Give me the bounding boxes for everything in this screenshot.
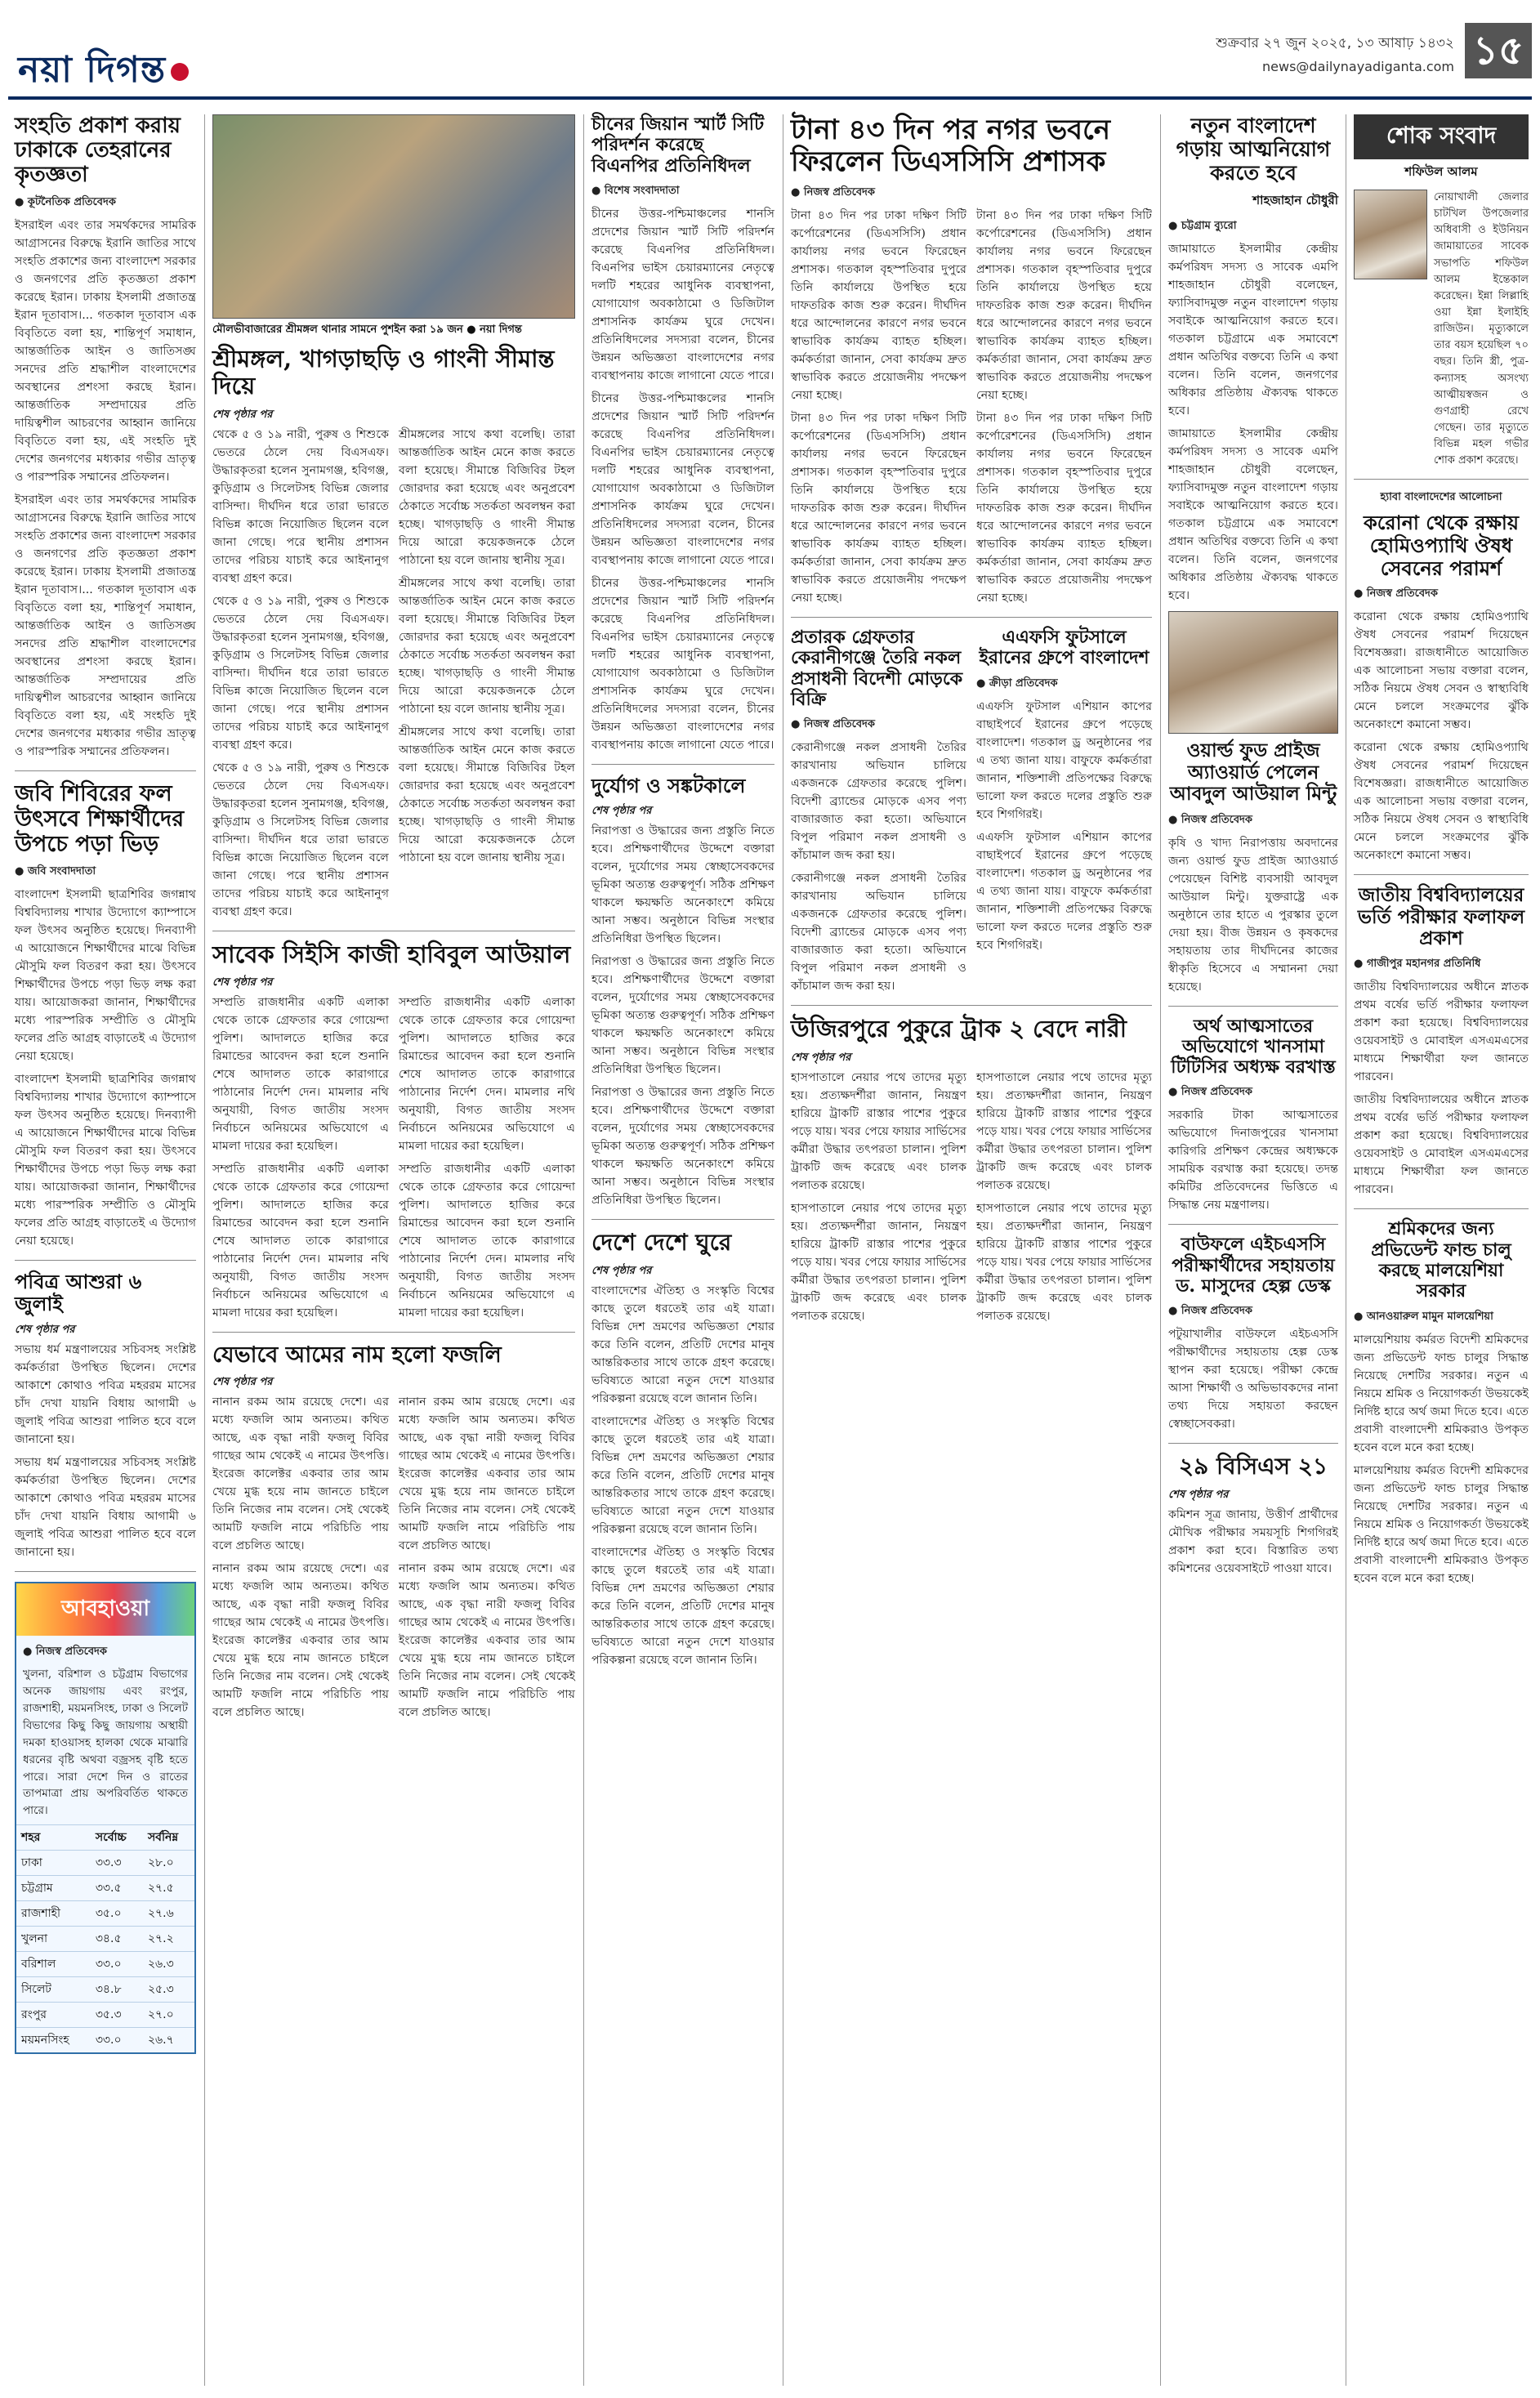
article-body: সম্প্রতি রাজধানীর একটি এলাকা থেকে তাকে গ্রেফতার করে গোয়েন্দা পুলিশ। আদালতে হাজির করে রিমান্ডের আবেদন করা হলে শুনানি শেষে আদালত তাকে কারাগারে পাঠানোর নির্দেশ দেন। মামলার নথি অনুযায়ী, বিগত জাতীয় সংসদ নির্বাচনে অনিয়মের অভিযোগে এ মামলা দায়ের করা হয়েছিল।: [399, 1163, 575, 1320]
article-body: জামায়াতে ইসলামীর কেন্দ্রীয় কর্মপরিষদ সদস্য ও সাবেক এমপি শাহজাহান চৌধুরী বলেছেন, ফ্যাসিবাদমুক্ত নতুন বাংলাদেশ গড়ায় সবাইকে আত্মনিয়োগ করতে হবে। গতকাল চট্টগ্রামে এক সমাবেশে প্রধান অতিথির বক্তব্যে তিনি এ কথা বলেন। তিনি বলেন, জনগণের অধিকার প্রতিষ্ঠায় ঐক্যবদ্ধ থাকতে হবে।: [1168, 243, 1338, 418]
divider: [1168, 1224, 1338, 1225]
continued-note: শেষ পৃষ্ঠার পর: [1168, 1488, 1229, 1501]
article-body: হাসপাতালে নেয়ার পথে তাদের মৃত্যু হয়। প্রত্যক্ষদর্শীরা জানান, নিয়ন্ত্রণ হারিয়ে ট্রাকটি রাস্তার পাশের পুকুরে পড়ে যায়। খবর পেয়ে ফায়ার সার্ভিসের কর্মীরা উদ্ধার তৎপরতা চালান। পুলিশ ট্রাকটি জব্দ করেছে এবং চালক পলাতক রয়েছে।: [976, 1070, 1152, 1192]
headline-china-smart-city: চীনের জিয়ান স্মার্ট সিটি পরিদর্শন করেছে বিএনপির প্রতিনিধিদল: [591, 114, 765, 176]
table-row: খুলনা ৩৪.৫ ২৭.২: [16, 1927, 194, 1952]
weather-forecast: খুলনা, বরিশাল ও চট্টগ্রাম বিভাগের অনেক জায়গায় এবং রংপুর, রাজশাহী, ময়মনসিংহ, ঢাকা ও সিলেট বিভাগের কিছু কিছু জায়গায় অস্থায়ী দমকা হাওয়াসহ হালকা থেকে মাঝারি ধরনের বৃষ্টি অথবা বজ্রসহ বৃষ্টি হতে পারে। সারা দেশে দিন ও রাতের তাপমাত্রা প্রায় অপরিবর্তিত থাকতে পারে।: [23, 1668, 188, 1818]
article-body: ইসরাইল এবং তার সমর্থকদের সামরিক আগ্রাসনের বিরুদ্ধে ইরানি জাতির সাথে সংহতি প্রকাশের জন্য বাংলাদেশ সরকার ও জনগণের প্রতি কৃতজ্ঞতা প্রকাশ করেছে ইরান। ঢাকায় ইসলামী প্রজাতন্ত্র ইরান দূতাবাস।... গতকাল দূতাবাস এক বিবৃতিতে বলা হয়, শান্তিপূর্ণ সমাধান, আন্তর্জাতিক আইন ও জাতিসঙ্ঘ সনদের প্রতি শ্রদ্ধাশীল বাংলাদেশের অবস্থানের প্রশংসা করছে ইরান। আন্তর্জাতিক সম্প্রদায়ের প্রতি দায়িত্বশীল আচরণের আহ্বান জানিয়ে বিবৃতিতে বলা হয়, এই সংহতি দুই দেশের জনগণের মধ্যকার গভীর ভ্রাতৃত্ব ও পারস্পরিক সম্মানের প্রতিফলন।: [15, 218, 196, 484]
column-2: [212, 114, 575, 1721]
headline-dscc-administrator: টানা ৪৩ দিন পর নগর ভবনে ফিরলেন ডিএসসিসি প্রশাসক: [791, 114, 1111, 179]
byline: ● কূটনৈতিক প্রতিবেদক: [15, 195, 116, 208]
article-body: এএফসি ফুটসাল এশিয়ান কাপের বাছাইপর্বে ইরানের গ্রুপে পড়েছে বাংলাদেশ। গতকাল ড্র অনুষ্ঠানের পর এ তথ্য জানা যায়। বাফুফে কর্মকর্তারা জানান, শক্তিশালী প্রতিপক্ষের বিরুদ্ধে ভালো ফল করতে দলের প্রস্তুতি শুরু হবে শিগগিরই।: [976, 830, 1152, 952]
two-column-body: [791, 1069, 1152, 1325]
table-row: চট্টগ্রাম ৩৩.৫ ২৭.৫: [16, 1876, 194, 1901]
byline: ● নিজস্ব প্রতিবেদক: [1354, 587, 1438, 601]
divider: [591, 764, 774, 765]
contact-email: news@dailynayadiganta.com: [1262, 59, 1454, 74]
byline: ● নিজস্ব প্রতিবেদক: [1168, 1086, 1252, 1099]
article-body: টানা ৪৩ দিন পর ঢাকা দক্ষিণ সিটি কর্পোরেশনের (ডিএসসিসি) প্রধান কার্যালয় নগর ভবনে ফিরেছেন প্রশাসক। গতকাল বৃহস্পতিবার দুপুরে তিনি কার্যালয়ে উপস্থিত হয়ে দাফতরিক কাজ শুরু করেন। দীর্ঘদিন ধরে আন্দোলনের কারণে নগর ভবনে স্বাভাবিক কার্যক্রম ব্যাহত হচ্ছিল। কর্মকর্তারা জানান, সেবা কার্যক্রম দ্রুত স্বাভাবিক করতে প্রয়োজনীয় পদক্ষেপ নেয়া হচ্ছে।: [976, 209, 1152, 403]
split-section: [791, 627, 1152, 995]
divider: [15, 1571, 196, 1572]
divider: [15, 770, 196, 771]
byline: ● চট্টগ্রাম ব্যুরো: [1168, 220, 1237, 233]
issue-date: শুক্রবার ২৭ জুন ২০২৫, ১৩ আষাঢ় ১৪৩২: [1216, 35, 1454, 51]
byline: ● নিজস্ব প্রতিবেদক: [791, 186, 875, 199]
article-body: থেকে ৫ ও ১৯ নারী, পুরুষ ও শিশুকে ভেতরে ঠেলে দেয় বিএসএফ। উদ্ধারকৃতরা হলেন সুনামগঞ্জ, হবিগঞ্জ, কুড়িগ্রাম ও সিলেটসহ বিভিন্ন জেলার বাসিন্দা। দীর্ঘদিন ধরে তারা ভারতে বিভিন্ন কাজে নিয়োজিত ছিলেন বলে জানা গেছে। পরে স্থানীয় প্রশাসন তাদের পরিচয় যাচাই করে আইনানুগ ব্যবস্থা গ্রহণ করে।: [212, 594, 389, 752]
column-1: [15, 114, 196, 2054]
table-row: সিলেট ৩৪.৮ ২৫.৩: [16, 1977, 194, 2003]
article-body: থেকে ৫ ও ১৯ নারী, পুরুষ ও শিশুকে ভেতরে ঠেলে দেয় বিএসএফ। উদ্ধারকৃতরা হলেন সুনামগঞ্জ, হবিগঞ্জ, কুড়িগ্রাম ও সিলেটসহ বিভিন্ন জেলার বাসিন্দা। দীর্ঘদিন ধরে তারা ভারতে বিভিন্ন কাজে নিয়োজিত ছিলেন বলে জানা গেছে। পরে স্থানীয় প্রশাসন তাদের পরিচয় যাচাই করে আইনানুগ ব্যবস্থা গ্রহণ করে।: [212, 761, 389, 918]
header-rule: [8, 96, 1532, 100]
article-body: চীনের উত্তর-পশ্চিমাঞ্চলের শানসি প্রদেশের জিয়ান স্মার্ট সিটি পরিদর্শন করেছে বিএনপির প্রতিনিধিদল। বিএনপির ভাইস চেয়ারম্যানের নেতৃত্বে দলটি শহরের আধুনিক ব্যবস্থাপনা, যোগাযোগ অবকাঠামো ও ডিজিটাল প্রশাসনিক কার্যক্রম ঘুরে দেখেন। প্রতিনিধিদলের সদস্যরা বলেন, চীনের উন্নয়ন অভিজ্ঞতা বাংলাদেশের নগর ব্যবস্থাপনায় কাজে লাগানো যেতে পারে।: [591, 391, 774, 567]
article-body: সম্প্রতি রাজধানীর একটি এলাকা থেকে তাকে গ্রেফতার করে গোয়েন্দা পুলিশ। আদালতে হাজির করে রিমান্ডের আবেদন করা হলে শুনানি শেষে আদালত তাকে কারাগারে পাঠানোর নির্দেশ দেন। মামলার নথি অনুযায়ী, বিগত জাতীয় সংসদ নির্বাচনে অনিয়মের অভিযোগে এ মামলা দায়ের করা হয়েছিল।: [212, 996, 389, 1154]
table-row: ময়মনসিংহ ৩৩.০ ২৬.৭: [16, 2028, 194, 2053]
headline-border-pushin: শ্রীমঙ্গল, খাগড়াছড়ি ও গাংনী সীমান্ত দিয়ে: [212, 345, 555, 400]
article-body: টানা ৪৩ দিন পর ঢাকা দক্ষিণ সিটি কর্পোরেশনের (ডিএসসিসি) প্রধান কার্যালয় নগর ভবনে ফিরেছেন প্রশাসক। গতকাল বৃহস্পতিবার দুপুরে তিনি কার্যালয়ে উপস্থিত হয়ে দাফতরিক কাজ শুরু করেন। দীর্ঘদিন ধরে আন্দোলনের কারণে নগর ভবনে স্বাভাবিক কার্যক্রম ব্যাহত হচ্ছিল। কর্মকর্তারা জানান, সেবা কার্যক্রম দ্রুত স্বাভাবিক করতে প্রয়োজনীয় পদক্ষেপ নেয়া হচ্ছে।: [791, 412, 966, 605]
continued-note: শেষ পৃষ্ঠার পর: [791, 1051, 851, 1064]
article-body: করোনা থেকে রক্ষায় হোমিওপ্যাথি ঔষধ সেবনের পরামর্শ দিয়েছেন বিশেষজ্ঞরা। রাজধানীতে আয়োজিত এক আলোচনা সভায় বক্তারা বলেন, সঠিক নিয়মে ঔষধ সেবন ও স্বাস্থ্যবিধি মেনে চললে সংক্রমণের ঝুঁকি অনেকাংশে কমানো সম্ভব।: [1354, 610, 1529, 732]
article-body: চীনের উত্তর-পশ্চিমাঞ্চলের শানসি প্রদেশের জিয়ান স্মার্ট সিটি পরিদর্শন করেছে বিএনপির প্রতিনিধিদল। বিএনপির ভাইস চেয়ারম্যানের নেতৃত্বে দলটি শহরের আধুনিক ব্যবস্থাপনা, যোগাযোগ অবকাঠামো ও ডিজিটাল প্রশাসনিক কার্যক্রম ঘুরে দেখেন। প্রতিনিধিদলের সদস্যরা বলেন, চীনের উন্নয়ন অভিজ্ঞতা বাংলাদেশের নগর ব্যবস্থাপনায় কাজে লাগানো যেতে পারে।: [591, 207, 774, 382]
article-body: সভায় ধর্ম মন্ত্রণালয়ের সচিবসহ সংশ্লিষ্ট কর্মকর্তারা উপস্থিত ছিলেন। দেশের আকাশে কোথাও পবিত্র মহররম মাসের চাঁদ দেখা যায়নি বিধায় আগামী ৬ জুলাই পবিত্র আশুরা পালিত হবে বলে জানানো হয়।: [15, 1456, 196, 1559]
continued-note: শেষ পৃষ্ঠার পর: [212, 976, 273, 989]
headline-fruit-festival: জবি শিবিরের ফল উৎসবে শিক্ষার্থীদের উপচে পড়া ভিড়: [15, 780, 185, 857]
headline-malaysia-provident-fund: শ্রমিকদের জন্য প্রভিডেন্ট ফান্ড চালু করছে মালয়েশিয়া সরকার: [1371, 1218, 1511, 1302]
article-body: জাতীয় বিশ্ববিদ্যালয়ের অধীনে স্নাতক প্রথম বর্ষের ভর্তি পরীক্ষার ফলাফল প্রকাশ করা হয়েছে। বিশ্ববিদ্যালয়ের ওয়েবসাইট ও মোবাইল এসএমএসের মাধ্যমে শিক্ষার্থীরা ফল জানতে পারবেন।: [1354, 980, 1529, 1084]
divider: [1354, 1208, 1529, 1209]
table-header: শহর: [16, 1825, 91, 1851]
headline-afc-futsal: এএফসি ফুটসালে ইরানের গ্রুপে বাংলাদেশ: [979, 627, 1149, 669]
article-body: শ্রীমঙ্গলের সাথে কথা বলেছি। তারা আন্তর্জাতিক আইন মেনে কাজ করতে বলা হয়েছে। সীমান্তে বিজিবির টহল জোরদার করা হয়েছে এবং অনুপ্রবেশ ঠেকাতে সর্বোচ্চ সতর্কতা অবলম্বন করা হচ্ছে। খাগড়াছড়ি ও গাংনী সীমান্ত দিয়ে আরো কয়েকজনকে ঠেলে পাঠানো হয় বলে জানায় স্থানীয় সূত্র।: [399, 427, 575, 567]
two-column-body: [212, 426, 575, 921]
article-body: সম্প্রতি রাজধানীর একটি এলাকা থেকে তাকে গ্রেফতার করে গোয়েন্দা পুলিশ। আদালতে হাজির করে রিমান্ডের আবেদন করা হলে শুনানি শেষে আদালত তাকে কারাগারে পাঠানোর নির্দেশ দেন। মামলার নথি অনুযায়ী, বিগত জাতীয় সংসদ নির্বাচনে অনিয়মের অভিযোগে এ মামলা দায়ের করা হয়েছিল।: [399, 996, 575, 1154]
obituary-body: নোয়াখালী জেলার চাটখিল উপজেলার অধিবাসী ও ইউনিয়ন জামায়াতের সাবেক সভাপতি শফিউল আলম ইন্তেকাল করেছেন। ইন্না লিল্লাহি ওয়া ইন্না ইলাইহি রাজিউন। মৃত্যুকালে তার বয়স হয়েছিল ৭০ বছর। তিনি স্ত্রী, পুত্র-কন্যাসহ অসংখ্য আত্মীয়স্বজন ও গুণগ্রাহী রেখে গেছেন। তার মৃত্যুতে বিভিন্ন মহল গভীর শোক প্রকাশ করেছে।: [1434, 191, 1529, 467]
speaker-name: শাহজাহান চৌধুরী: [1252, 193, 1338, 208]
table-row: ঢাকা ৩৩.৩ ২৮.০: [16, 1851, 194, 1876]
obituary-portrait: [1354, 190, 1427, 279]
article-body: টানা ৪৩ দিন পর ঢাকা দক্ষিণ সিটি কর্পোরেশনের (ডিএসসিসি) প্রধান কার্যালয় নগর ভবনে ফিরেছেন প্রশাসক। গতকাল বৃহস্পতিবার দুপুরে তিনি কার্যালয়ে উপস্থিত হয়ে দাফতরিক কাজ শুরু করেন। দীর্ঘদিন ধরে আন্দোলনের কারণে নগর ভবনে স্বাভাবিক কার্যক্রম ব্যাহত হচ্ছিল। কর্মকর্তারা জানান, সেবা কার্যক্রম দ্রুত স্বাভাবিক করতে প্রয়োজনীয় পদক্ষেপ নেয়া হচ্ছে।: [976, 412, 1152, 605]
article-body: ইসরাইল এবং তার সমর্থকদের সামরিক আগ্রাসনের বিরুদ্ধে ইরানি জাতির সাথে সংহতি প্রকাশের জন্য বাংলাদেশ সরকার ও জনগণের প্রতি কৃতজ্ঞতা প্রকাশ করেছে ইরান। ঢাকায় ইসলামী প্রজাতন্ত্র ইরান দূতাবাস।... গতকাল দূতাবাস এক বিবৃতিতে বলা হয়, শান্তিপূর্ণ সমাধান, আন্তর্জাতিক আইন ও জাতিসঙ্ঘ সনদের প্রতি শ্রদ্ধাশীল বাংলাদেশের অবস্থানের প্রশংসা করছে ইরান। আন্তর্জাতিক সম্প্রদায়ের প্রতি দায়িত্বশীল আচরণের আহ্বান জানিয়ে বিবৃতিতে বলা হয়, এই সংহতি দুই দেশের জনগণের মধ্যকার গভীর ভ্রাতৃত্ব ও পারস্পরিক সম্মানের প্রতিফলন।: [15, 493, 196, 758]
byline: ● নিজস্ব প্রতিবেদক: [1168, 813, 1252, 826]
divider: [1168, 1006, 1338, 1007]
byline: ● নিজস্ব প্রতিবেদক: [791, 718, 875, 731]
article-body: সম্প্রতি রাজধানীর একটি এলাকা থেকে তাকে গ্রেফতার করে গোয়েন্দা পুলিশ। আদালতে হাজির করে রিমান্ডের আবেদন করা হলে শুনানি শেষে আদালত তাকে কারাগারে পাঠানোর নির্দেশ দেন। মামলার নথি অনুযায়ী, বিগত জাতীয় সংসদ নির্বাচনে অনিয়মের অভিযোগে এ মামলা দায়ের করা হয়েছিল।: [212, 1163, 389, 1320]
byline: ● জবি সংবাদদাতা: [15, 864, 96, 877]
article-body: বাংলাদেশের ঐতিহ্য ও সংস্কৃতি বিশ্বের কাছে তুলে ধরতেই তার এই যাত্রা। বিভিন্ন দেশ ভ্রমণের অভিজ্ঞতা শেয়ার করে তিনি বলেন, প্রতিটি দেশের মানুষ আন্তরিকতার সাথে তাকে গ্রহণ করেছে। ভবিষ্যতে আরো নতুন দেশে যাওয়ার পরিকল্পনা রয়েছে বলে জানান তিনি।: [591, 1545, 774, 1667]
article-body: নানান রকম আম রয়েছে দেশে। এর মধ্যে ফজলি আম অন্যতম। কথিত আছে, এক বৃদ্ধা নারী ফজলু বিবির গাছের আম থেকেই এ নামের উৎপত্তি। ইংরেজ কালেক্টর একবার তার আম খেয়ে মুগ্ধ হয়ে নাম জানতে চাইলে তিনি নিজের নাম বলেন। সেই থেকেই আমটি ফজলি নামে পরিচিতি পায় বলে প্রচলিত আছে।: [212, 1395, 389, 1553]
two-column-body: [791, 207, 1152, 607]
headline-disaster-crisis: দুর্যোগ ও সঙ্কটকালে: [591, 773, 746, 797]
article-body: নিরাপত্তা ও উদ্ধারের জন্য প্রস্তুতি নিতে হবে। প্রশিক্ষণার্থীদের উদ্দেশে বক্তারা বলেন, দুর্যোগের সময় স্বেচ্ছাসেবকদের ভূমিকা অত্যন্ত গুরুত্বপূর্ণ। সঠিক প্রশিক্ষণ থাকলে ক্ষয়ক্ষতি অনেকাংশে কমিয়ে আনা সম্ভব। অনুষ্ঠানে বিভিন্ন সংস্থার প্রতিনিধিরা উপস্থিত ছিলেন।: [591, 824, 774, 946]
column-6: [1354, 114, 1529, 1588]
continued-note: শেষ পৃষ্ঠার পর: [212, 408, 273, 421]
headline-tehran-gratitude: সংহতি প্রকাশ করায় ঢাকাকে তেহরানের কৃতজ্ঞতা: [15, 114, 181, 187]
headline-new-bangladesh: নতুন বাংলাদেশ গড়ায় আত্মনিয়োগ করতে হবে: [1176, 114, 1331, 185]
newspaper-logo: নয়া দিগন্ত: [18, 42, 189, 102]
table-row: রাজশাহী ৩৫.০ ২৭.৬: [16, 1901, 194, 1927]
headline-khansama-ttc: অর্থ আত্মসাতের অভিযোগে খানসামা টিটিসির অধ্যক্ষ বরখাস্ত: [1171, 1015, 1336, 1078]
masthead: [0, 0, 1540, 98]
page-number: ১৫: [1465, 23, 1532, 78]
article-body: নানান রকম আম রয়েছে দেশে। এর মধ্যে ফজলি আম অন্যতম। কথিত আছে, এক বৃদ্ধা নারী ফজলু বিবির গাছের আম থেকেই এ নামের উৎপত্তি। ইংরেজ কালেক্টর একবার তার আম খেয়ে মুগ্ধ হয়ে নাম জানতে চাইলে তিনি নিজের নাম বলেন। সেই থেকেই আমটি ফজলি নামে পরিচিতি পায় বলে প্রচলিত আছে।: [399, 1395, 575, 1553]
news-photo: [212, 114, 575, 319]
byline: ● নিজস্ব প্রতিবেদক: [23, 1646, 107, 1658]
table-row: রংপুর ৩৫.৩ ২৭.০: [16, 2003, 194, 2028]
weather-title: আবহাওয়া: [16, 1583, 194, 1636]
divider: [1354, 874, 1529, 875]
weather-box: [15, 1582, 196, 2054]
byline: ● গাজীপুর মহানগর প্রতিনিধি: [1354, 958, 1481, 971]
article-body: মালয়েশিয়ায় কর্মরত বিদেশী শ্রমিকদের জন্য প্রভিডেন্ট ফান্ড চালুর সিদ্ধান্ত নিয়েছে দেশটির সরকার। নতুন এ নিয়মে শ্রমিক ও নিয়োগকর্তা উভয়কেই নির্দিষ্ট হারে অর্থ জমা দিতে হবে। এতে প্রবাসী বাংলাদেশী শ্রমিকরাও উপকৃত হবেন বলে মনে করা হচ্ছে।: [1354, 1333, 1529, 1454]
kicker: হ্যাবা বাংলাদেশের আলোচনা: [1380, 491, 1502, 504]
article-body: হাসপাতালে নেয়ার পথে তাদের মৃত্যু হয়। প্রত্যক্ষদর্শীরা জানান, নিয়ন্ত্রণ হারিয়ে ট্রাকটি রাস্তার পাশের পুকুরে পড়ে যায়। খবর পেয়ে ফায়ার সার্ভিসের কর্মীরা উদ্ধার তৎপরতা চালান। পুলিশ ট্রাকটি জব্দ করেছে এবং চালক পলাতক রয়েছে।: [791, 1201, 966, 1323]
column-divider: [1160, 114, 1161, 2386]
headline-fazli-mango: যেভাবে আমের নাম হলো ফজলি: [212, 1342, 502, 1369]
article-body: শ্রীমঙ্গলের সাথে কথা বলেছি। তারা আন্তর্জাতিক আইন মেনে কাজ করতে বলা হয়েছে। সীমান্তে বিজিবির টহল জোরদার করা হয়েছে এবং অনুপ্রবেশ ঠেকাতে সর্বোচ্চ সতর্কতা অবলম্বন করা হচ্ছে। খাগড়াছড়ি ও গাংনী সীমান্ত দিয়ে আরো কয়েকজনকে ঠেলে পাঠানো হয় বলে জানায় স্থানীয় সূত্র।: [399, 725, 575, 864]
byline: ● নিজস্ব প্রতিবেদক: [1168, 1305, 1252, 1318]
byline: ● আনওয়ারুল মামুন মালয়েশিয়া: [1354, 1310, 1493, 1323]
column-divider: [583, 114, 584, 2386]
article-body: বাংলাদেশ ইসলামী ছাত্রশিবির জগন্নাথ বিশ্ববিদ্যালয় শাখার উদ্যোগে ক্যাম্পাসে ফল উৎসব অনুষ্ঠিত হয়েছে। দিনব্যাপী এ আয়োজনে শিক্ষার্থীদের মাঝে বিভিন্ন মৌসুমি ফল বিতরণ করা হয়। উৎসবে শিক্ষার্থীদের উপচে পড়া ভিড় লক্ষ করা যায়। আয়োজকরা জানান, শিক্ষার্থীদের মধ্যে পারস্পরিক সম্প্রীতি ও মৌসুমি ফলের প্রতি আগ্রহ বাড়াতেই এ উদ্যোগ নেয়া হয়েছে।: [15, 887, 196, 1063]
headline-29-bcs: ২৯ বিসিএস ২১: [1178, 1453, 1328, 1480]
article-body: কৃষি ও খাদ্য নিরাপত্তায় অবদানের জন্য ওয়ার্ল্ড ফুড প্রাইজ অ্যাওয়ার্ড পেয়েছেন বিশিষ্ট ব্যবসায়ী আবদুল আউয়াল মিন্টু। যুক্তরাষ্ট্রে এক অনুষ্ঠানে তার হাতে এ পুরস্কার তুলে দেয়া হয়। বীজ উন্নয়ন ও কৃষকদের সহায়তায় তার দীর্ঘদিনের কাজের স্বীকৃতি হিসেবে এ সম্মাননা দেয়া হয়েছে।: [1168, 836, 1338, 994]
continued-note: শেষ পৃষ্ঠার পর: [591, 805, 652, 818]
divider: [212, 1332, 575, 1333]
two-column-body: [212, 1393, 575, 1721]
divider: [1168, 1443, 1338, 1444]
photo-caption: মৌলভীবাজারের শ্রীমঙ্গল থানার সামনে পুশইন করা ১৯ জন ● নয়া দিগন্ত: [212, 324, 522, 336]
article-body: মালয়েশিয়ায় কর্মরত বিদেশী শ্রমিকদের জন্য প্রভিডেন্ট ফান্ড চালুর সিদ্ধান্ত নিয়েছে দেশটির সরকার। নতুন এ নিয়মে শ্রমিক ও নিয়োগকর্তা উভয়কেই নির্দিষ্ট হারে অর্থ জমা দিতে হবে। এতে প্রবাসী বাংলাদেশী শ্রমিকরাও উপকৃত হবেন বলে মনে করা হচ্ছে।: [1354, 1463, 1529, 1585]
continued-note: শেষ পৃষ্ঠার পর: [591, 1264, 652, 1277]
headline-ashura: পবিত্র আশুরা ৬ জুলাই: [15, 1269, 142, 1316]
article-body: সরকারি টাকা আত্মসাতের অভিযোগে দিনাজপুরের খানসামা কারিগরি প্রশিক্ষণ কেন্দ্রের অধ্যক্ষকে সাময়িক বরখাস্ত করা হয়েছে। তদন্ত কমিটির প্রতিবেদনের ভিত্তিতে এ সিদ্ধান্ত নেয় মন্ত্রণালয়।: [1168, 1109, 1338, 1212]
two-column-body: [212, 994, 575, 1322]
article-body: বাংলাদেশ ইসলামী ছাত্রশিবির জগন্নাথ বিশ্ববিদ্যালয় শাখার উদ্যোগে ক্যাম্পাসে ফল উৎসব অনুষ্ঠিত হয়েছে। দিনব্যাপী এ আয়োজনে শিক্ষার্থীদের মাঝে বিভিন্ন মৌসুমি ফল বিতরণ করা হয়। উৎসবে শিক্ষার্থীদের উপচে পড়া ভিড় লক্ষ করা যায়। আয়োজকরা জানান, শিক্ষার্থীদের মধ্যে পারস্পরিক সম্প্রীতি ও মৌসুমি ফলের প্রতি আগ্রহ বাড়াতেই এ উদ্যোগ নেয়া হয়েছে।: [15, 1072, 196, 1248]
byline: ● বিশেষ সংবাদদাতা: [591, 184, 680, 197]
article-body: টানা ৪৩ দিন পর ঢাকা দক্ষিণ সিটি কর্পোরেশনের (ডিএসসিসি) প্রধান কার্যালয় নগর ভবনে ফিরেছেন প্রশাসক। গতকাল বৃহস্পতিবার দুপুরে তিনি কার্যালয়ে উপস্থিত হয়ে দাফতরিক কাজ শুরু করেন। দীর্ঘদিন ধরে আন্দোলনের কারণে নগর ভবনে স্বাভাবিক কার্যক্রম ব্যাহত হচ্ছিল। কর্মকর্তারা জানান, সেবা কার্যক্রম দ্রুত স্বাভাবিক করতে প্রয়োজনীয় পদক্ষেপ নেয়া হচ্ছে।: [791, 209, 966, 403]
column-divider: [204, 114, 205, 2386]
column-5: [1168, 114, 1338, 1578]
obituary-name: শফিউল আলম: [1404, 164, 1478, 179]
article-body: জাতীয় বিশ্ববিদ্যালয়ের অধীনে স্নাতক প্রথম বর্ষের ভর্তি পরীক্ষার ফলাফল প্রকাশ করা হয়েছে। বিশ্ববিদ্যালয়ের ওয়েবসাইট ও মোবাইল এসএমএসের মাধ্যমে শিক্ষার্থীরা ফল জানতে পারবেন।: [1354, 1093, 1529, 1197]
headline-world-food-prize: ওয়ার্ল্ড ফুড প্রাইজ অ্যাওয়ার্ড পেলেন আবদুল আউয়াল মিন্টু: [1169, 739, 1337, 806]
headline-national-university: জাতীয় বিশ্ববিদ্যালয়ের ভর্তি পরীক্ষার ফলাফল প্রকাশ: [1357, 884, 1525, 950]
article-body: করোনা থেকে রক্ষায় হোমিওপ্যাথি ঔষধ সেবনের পরামর্শ দিয়েছেন বিশেষজ্ঞরা। রাজধানীতে আয়োজিত এক আলোচনা সভায় বক্তারা বলেন, সঠিক নিয়মে ঔষধ সেবন ও স্বাস্থ্যবিধি মেনে চললে সংক্রমণের ঝুঁকি অনেকাংশে কমানো সম্ভব।: [1354, 741, 1529, 863]
article-body: নিরাপত্তা ও উদ্ধারের জন্য প্রস্তুতি নিতে হবে। প্রশিক্ষণার্থীদের উদ্দেশে বক্তারা বলেন, দুর্যোগের সময় স্বেচ্ছাসেবকদের ভূমিকা অত্যন্ত গুরুত্বপূর্ণ। সঠিক প্রশিক্ষণ থাকলে ক্ষয়ক্ষতি অনেকাংশে কমিয়ে আনা সম্ভব। অনুষ্ঠানে বিভিন্ন সংস্থার প্রতিনিধিরা উপস্থিত ছিলেন।: [591, 955, 774, 1077]
headline-bauphal-help-desk: বাউফলে এইচএসসি পরীক্ষার্থীদের সহায়তায় ড. মাসুদের হেল্প ডেস্ক: [1172, 1234, 1335, 1297]
portrait-photo: [1168, 611, 1338, 734]
article-body: নানান রকম আম রয়েছে দেশে। এর মধ্যে ফজলি আম অন্যতম। কথিত আছে, এক বৃদ্ধা নারী ফজলু বিবির গাছের আম থেকেই এ নামের উৎপত্তি। ইংরেজ কালেক্টর একবার তার আম খেয়ে মুগ্ধ হয়ে নাম জানতে চাইলে তিনি নিজের নাম বলেন। সেই থেকেই আমটি ফজলি নামে পরিচিতি পায় বলে প্রচলিত আছে।: [212, 1562, 389, 1720]
divider: [791, 1005, 1152, 1006]
logo-dot-icon: [171, 63, 189, 81]
headline-karaniganj-fake-cosmetics: প্রতারক গ্রেফতার কেরানীগঞ্জে তৈরি নকল প্রসাধনী বিদেশী মোড়কে বিক্রি: [791, 627, 963, 711]
table-row: বরিশাল ৩৩.০ ২৬.৩: [16, 1952, 194, 1977]
continued-note: শেষ পৃষ্ঠার পর: [212, 1376, 273, 1389]
headline-country-travel: দেশে দেশে ঘুরে: [591, 1229, 732, 1257]
temperature-table: [16, 1824, 194, 2052]
article-body: চীনের উত্তর-পশ্চিমাঞ্চলের শানসি প্রদেশের জিয়ান স্মার্ট সিটি পরিদর্শন করেছে বিএনপির প্রতিনিধিদল। বিএনপির ভাইস চেয়ারম্যানের নেতৃত্বে দলটি শহরের আধুনিক ব্যবস্থাপনা, যোগাযোগ অবকাঠামো ও ডিজিটাল প্রশাসনিক কার্যক্রম ঘুরে দেখেন। প্রতিনিধিদলের সদস্যরা বলেন, চীনের উন্নয়ন অভিজ্ঞতা বাংলাদেশের নগর ব্যবস্থাপনায় কাজে লাগানো যেতে পারে।: [591, 576, 774, 752]
table-header: সর্বোচ্চ: [91, 1825, 143, 1851]
article-body: সভায় ধর্ম মন্ত্রণালয়ের সচিবসহ সংশ্লিষ্ট কর্মকর্তারা উপস্থিত ছিলেন। দেশের আকাশে কোথাও পবিত্র মহররম মাসের চাঁদ দেখা যায়নি বিধায় আগামী ৬ জুলাই পবিত্র আশুরা পালিত হবে বলে জানানো হয়।: [15, 1343, 196, 1446]
continued-note: শেষ পৃষ্ঠার পর: [15, 1324, 75, 1336]
divider: [15, 1260, 196, 1261]
article-body: শ্রীমঙ্গলের সাথে কথা বলেছি। তারা আন্তর্জাতিক আইন মেনে কাজ করতে বলা হয়েছে। সীমান্তে বিজিবির টহল জোরদার করা হয়েছে এবং অনুপ্রবেশ ঠেকাতে সর্বোচ্চ সতর্কতা অবলম্বন করা হচ্ছে। খাগড়াছড়ি ও গাংনী সীমান্ত দিয়ে আরো কয়েকজনকে ঠেলে পাঠানো হয় বলে জানায় স্থানীয় সূত্র।: [399, 576, 575, 716]
obituary-section: [1354, 190, 1529, 469]
article-body: বাংলাদেশের ঐতিহ্য ও সংস্কৃতি বিশ্বের কাছে তুলে ধরতেই তার এই যাত্রা। বিভিন্ন দেশ ভ্রমণের অভিজ্ঞতা শেয়ার করে তিনি বলেন, প্রতিটি দেশের মানুষ আন্তরিকতার সাথে তাকে গ্রহণ করেছে। ভবিষ্যতে আরো নতুন দেশে যাওয়ার পরিকল্পনা রয়েছে বলে জানান তিনি।: [591, 1284, 774, 1405]
column-3: [591, 114, 774, 1669]
divider: [791, 617, 1152, 618]
column-4: [791, 114, 1152, 1325]
headline-former-cec: সাবেক সিইসি কাজী হাবিবুল আউয়াল: [212, 940, 571, 968]
article-body: নিরাপত্তা ও উদ্ধারের জন্য প্রস্তুতি নিতে হবে। প্রশিক্ষণার্থীদের উদ্দেশে বক্তারা বলেন, দুর্যোগের সময় স্বেচ্ছাসেবকদের ভূমিকা অত্যন্ত গুরুত্বপূর্ণ। সঠিক প্রশিক্ষণ থাকলে ক্ষয়ক্ষতি অনেকাংশে কমিয়ে আনা সম্ভব। অনুষ্ঠানে বিভিন্ন সংস্থার প্রতিনিধিরা উপস্থিত ছিলেন।: [591, 1086, 774, 1208]
byline: ● ক্রীড়া প্রতিবেদক: [976, 677, 1058, 690]
article-body: পটুয়াখালীর বাউফলে এইচএসসি পরীক্ষার্থীদের সহায়তায় হেল্প ডেস্ক স্থাপন করা হয়েছে। পরীক্ষা কেন্দ্রে আসা শিক্ষার্থী ও অভিভাবকদের নানা তথ্য দিয়ে সহায়তা করছেন স্বেচ্ছাসেবকরা।: [1168, 1328, 1338, 1431]
article-body: হাসপাতালে নেয়ার পথে তাদের মৃত্যু হয়। প্রত্যক্ষদর্শীরা জানান, নিয়ন্ত্রণ হারিয়ে ট্রাকটি রাস্তার পাশের পুকুরে পড়ে যায়। খবর পেয়ে ফায়ার সার্ভিসের কর্মীরা উদ্ধার তৎপরতা চালান। পুলিশ ট্রাকটি জব্দ করেছে এবং চালক পলাতক রয়েছে।: [976, 1201, 1152, 1323]
divider: [1354, 479, 1529, 480]
article-body: কেরানীগঞ্জে নকল প্রসাধনী তৈরির কারখানায় অভিযান চালিয়ে একজনকে গ্রেফতার করেছে পুলিশ। বিদেশী ব্র্যান্ডের মোড়কে এসব পণ্য বাজারজাত করা হতো। অভিযানে বিপুল পরিমাণ নকল প্রসাধনী ও কাঁচামাল জব্দ করা হয়।: [791, 872, 966, 994]
article-body: নানান রকম আম রয়েছে দেশে। এর মধ্যে ফজলি আম অন্যতম। কথিত আছে, এক বৃদ্ধা নারী ফজলু বিবির গাছের আম থেকেই এ নামের উৎপত্তি। ইংরেজ কালেক্টর একবার তার আম খেয়ে মুগ্ধ হয়ে নাম জানতে চাইলে তিনি নিজের নাম বলেন। সেই থেকেই আমটি ফজলি নামে পরিচিতি পায় বলে প্রচলিত আছে।: [399, 1562, 575, 1720]
obituary-box-title: শোক সংবাদ: [1354, 114, 1529, 159]
article-body: জামায়াতে ইসলামীর কেন্দ্রীয় কর্মপরিষদ সদস্য ও সাবেক এমপি শাহজাহান চৌধুরী বলেছেন, ফ্যাসিবাদমুক্ত নতুন বাংলাদেশ গড়ায় সবাইকে আত্মনিয়োগ করতে হবে। গতকাল চট্টগ্রামে এক সমাবেশে প্রধান অতিথির বক্তব্যে তিনি এ কথা বলেন। তিনি বলেন, জনগণের অধিকার প্রতিষ্ঠায় ঐক্যবদ্ধ থাকতে হবে।: [1168, 427, 1338, 603]
headline-ujirpur-truck: উজিরপুরে পুকুরে ট্রাক ২ বেদে নারী: [791, 1015, 1127, 1043]
article-body: কমিশন সূত্র জানায়, উত্তীর্ণ প্রার্থীদের মৌখিক পরীক্ষার সময়সূচি শিগগিরই প্রকাশ করা হবে। বিস্তারিত তথ্য কমিশনের ওয়েবসাইটে পাওয়া যাবে।: [1168, 1507, 1338, 1575]
table-header: সর্বনিম্ন: [143, 1825, 194, 1851]
article-body: হাসপাতালে নেয়ার পথে তাদের মৃত্যু হয়। প্রত্যক্ষদর্শীরা জানান, নিয়ন্ত্রণ হারিয়ে ট্রাকটি রাস্তার পাশের পুকুরে পড়ে যায়। খবর পেয়ে ফায়ার সার্ভিসের কর্মীরা উদ্ধার তৎপরতা চালান। পুলিশ ট্রাকটি জব্দ করেছে এবং চালক পলাতক রয়েছে।: [791, 1070, 966, 1192]
article-body: বাংলাদেশের ঐতিহ্য ও সংস্কৃতি বিশ্বের কাছে তুলে ধরতেই তার এই যাত্রা। বিভিন্ন দেশ ভ্রমণের অভিজ্ঞতা শেয়ার করে তিনি বলেন, প্রতিটি দেশের মানুষ আন্তরিকতার সাথে তাকে গ্রহণ করেছে। ভবিষ্যতে আরো নতুন দেশে যাওয়ার পরিকল্পনা রয়েছে বলে জানান তিনি।: [591, 1414, 774, 1536]
article-body: এএফসি ফুটসাল এশিয়ান কাপের বাছাইপর্বে ইরানের গ্রুপে পড়েছে বাংলাদেশ। গতকাল ড্র অনুষ্ঠানের পর এ তথ্য জানা যায়। বাফুফে কর্মকর্তারা জানান, শক্তিশালী প্রতিপক্ষের বিরুদ্ধে ভালো ফল করতে দলের প্রস্তুতি শুরু হবে শিগগিরই।: [976, 699, 1152, 821]
article-body: থেকে ৫ ও ১৯ নারী, পুরুষ ও শিশুকে ভেতরে ঠেলে দেয় বিএসএফ। উদ্ধারকৃতরা হলেন সুনামগঞ্জ, হবিগঞ্জ, কুড়িগ্রাম ও সিলেটসহ বিভিন্ন জেলার বাসিন্দা। দীর্ঘদিন ধরে তারা ভারতে বিভিন্ন কাজে নিয়োজিত ছিলেন বলে জানা গেছে। পরে স্থানীয় প্রশাসন তাদের পরিচয় যাচাই করে আইনানুগ ব্যবস্থা গ্রহণ করে।: [212, 427, 389, 585]
divider: [591, 1219, 774, 1220]
headline-homeopathy-covid: করোনা থেকে রক্ষায় হোমিওপ্যাথি ঔষধ সেবনের পরামর্শ: [1363, 511, 1520, 580]
article-body: কেরানীগঞ্জে নকল প্রসাধনী তৈরির কারখানায় অভিযান চালিয়ে একজনকে গ্রেফতার করেছে পুলিশ। বিদেশী ব্র্যান্ডের মোড়কে এসব পণ্য বাজারজাত করা হতো। অভিযানে বিপুল পরিমাণ নকল প্রসাধনী ও কাঁচামাল জব্দ করা হয়।: [791, 741, 966, 863]
